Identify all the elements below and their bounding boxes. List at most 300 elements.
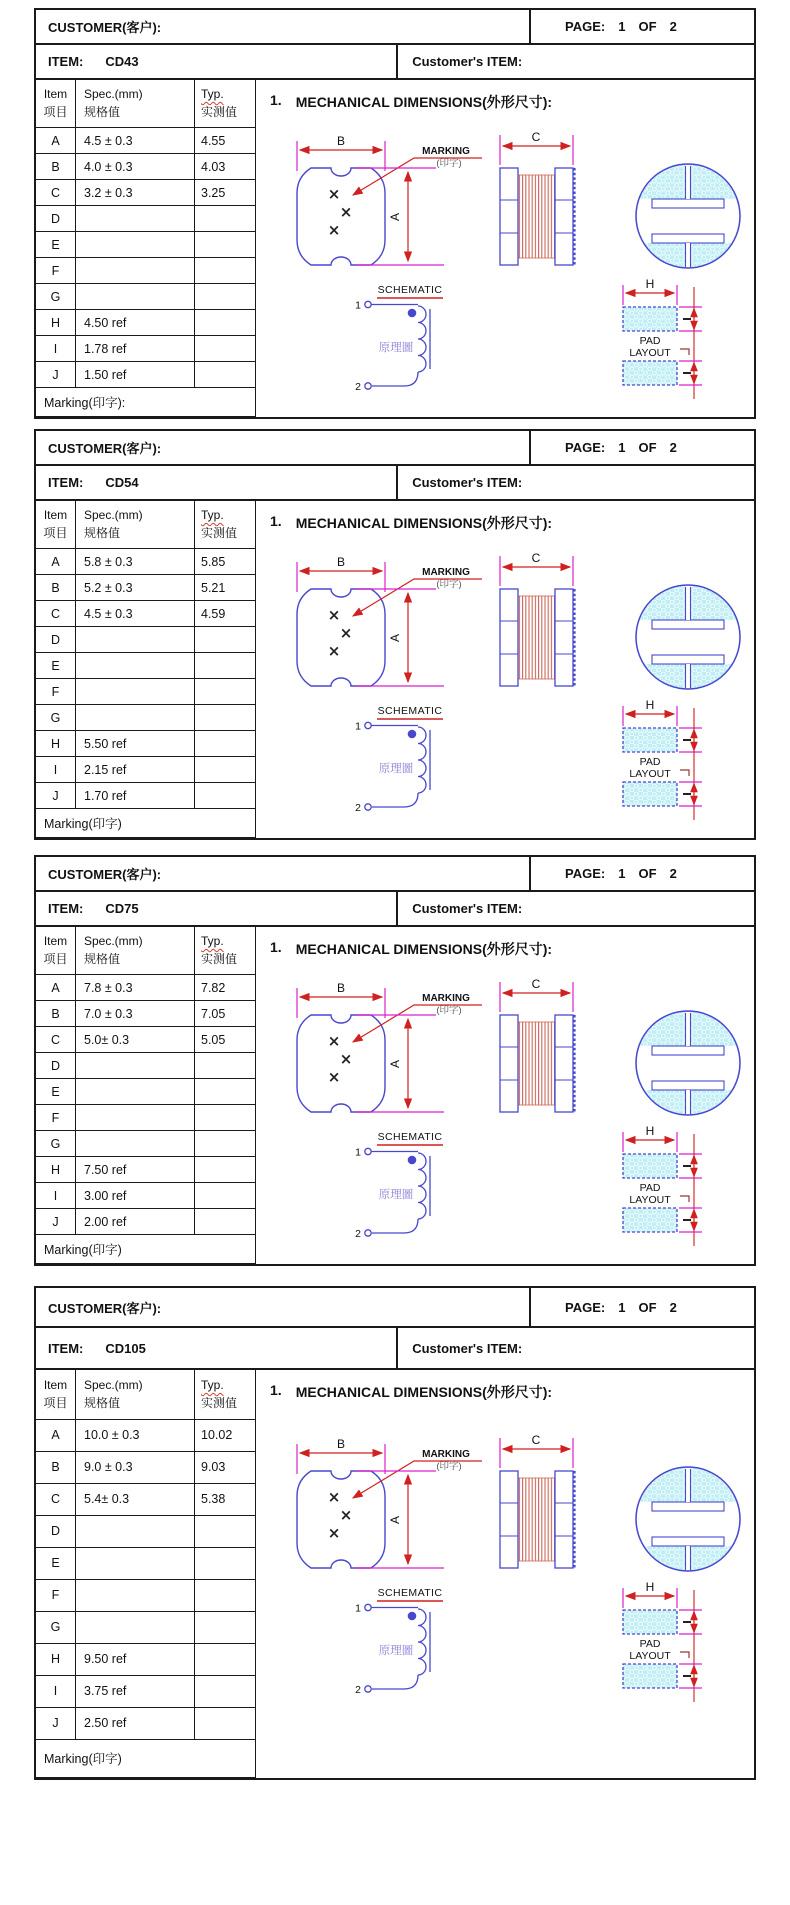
pad-1	[623, 728, 677, 752]
dimension-h-label: H	[645, 1124, 655, 1138]
schematic-drawing	[355, 1587, 443, 1696]
pad-1	[623, 1610, 677, 1634]
cell-typ	[195, 206, 255, 231]
table-row	[36, 575, 255, 601]
side-view-drawing	[500, 551, 575, 686]
table-row	[36, 1079, 255, 1105]
coil-winding	[518, 175, 555, 258]
cell-typ	[195, 757, 255, 782]
marking-callout-label: MARKING	[422, 146, 470, 157]
table-row	[36, 679, 255, 705]
customers-item-cell	[398, 45, 754, 78]
cell-typ	[195, 1580, 255, 1611]
table-row	[36, 1676, 255, 1708]
schematic-cn-label: 原理圖	[378, 1645, 414, 1657]
cell-spec: 5.0± 0.3	[76, 1027, 195, 1052]
cell-item: E	[36, 1079, 76, 1104]
marking-x-glyph: ×	[327, 1032, 341, 1050]
pad-layout-drawing	[623, 698, 702, 820]
pin1-label: 1	[355, 1146, 361, 1159]
customers-item-label: Customer's ITEM:	[412, 475, 523, 490]
customers-item-label: Customer's ITEM:	[412, 901, 523, 916]
page-of-label: OF	[638, 440, 657, 455]
item-label: ITEM:	[48, 901, 84, 916]
table-row	[36, 258, 255, 284]
header-item-cn: 项目	[43, 105, 68, 119]
cell-item: B	[36, 1001, 76, 1026]
table-row	[36, 1420, 255, 1452]
pad-slot	[652, 234, 724, 243]
inductor-coil	[418, 1609, 426, 1675]
pin2-label: 2	[355, 381, 361, 393]
pad-layout-pointer	[680, 349, 689, 355]
table-row	[36, 180, 255, 206]
drawing-title	[256, 501, 754, 533]
cell-typ: 5.05	[201, 1032, 226, 1047]
pad-layout-label-line2: LAYOUT	[629, 1194, 671, 1206]
header-typ-en: Typ.	[201, 87, 224, 101]
drawing-title-text: MECHANICAL DIMENSIONS(外形尺寸):	[295, 515, 553, 531]
table-row	[36, 627, 255, 653]
dimension-c-label: C	[531, 1433, 541, 1447]
cell-spec: 7.0 ± 0.3	[76, 1001, 195, 1026]
header-item-cn: 项目	[43, 526, 68, 540]
pin2-terminal	[365, 804, 371, 810]
spec-table-header	[36, 501, 255, 549]
pad-slot	[652, 655, 724, 664]
customer-label: CUSTOMER(客户):	[48, 867, 162, 882]
drawing-title-text: MECHANICAL DIMENSIONS(外形尺寸):	[295, 94, 553, 110]
header-spec-column	[76, 927, 195, 974]
cell-spec: 3.75 ref	[76, 1676, 195, 1707]
header-item-en: Item	[43, 508, 68, 522]
spec-table	[36, 501, 256, 838]
cell-typ	[195, 232, 255, 257]
mechanical-drawing	[256, 962, 753, 1254]
page-total: 2	[669, 19, 677, 34]
cell-typ	[195, 705, 255, 730]
page-cell	[531, 10, 754, 43]
pin1-terminal	[365, 1604, 371, 1610]
cell-typ	[195, 653, 255, 678]
table-row	[36, 601, 255, 627]
marking-callout-cn: (印字)	[436, 1461, 462, 1472]
header-typ-en: Typ.	[201, 934, 224, 948]
cell-spec	[76, 232, 195, 257]
top-view-drawing	[297, 134, 482, 265]
item-row	[36, 1328, 754, 1370]
customers-item-cell	[398, 1328, 754, 1368]
polarity-dot	[408, 1156, 417, 1165]
cell-item: D	[36, 1053, 76, 1078]
spec-table-rows	[36, 975, 255, 1235]
pad-1	[623, 1154, 677, 1178]
cell-typ: 5.38	[201, 1492, 226, 1507]
drawing-area	[256, 1370, 754, 1778]
cell-item: I	[36, 757, 76, 782]
marking-label: Marking(印字)	[44, 1243, 122, 1257]
page-total: 2	[669, 440, 677, 455]
cell-typ	[195, 1157, 255, 1182]
schematic-drawing	[355, 1131, 443, 1240]
pin2-label: 2	[355, 802, 361, 814]
schematic-drawing	[355, 705, 443, 814]
pin1-terminal	[365, 301, 371, 307]
item-label: ITEM:	[48, 475, 84, 490]
header-spec-cn: 规格值	[84, 1395, 121, 1410]
polarity-dot	[408, 730, 417, 739]
cell-item: J	[36, 783, 76, 808]
spec-sheet-section	[34, 1286, 756, 1780]
table-row	[36, 206, 255, 232]
header-item-en: Item	[43, 87, 68, 101]
cell-item: B	[36, 1452, 76, 1483]
side-view-drawing	[500, 1433, 575, 1568]
inductor-coil	[418, 306, 426, 372]
drawing-title-number: 1.	[270, 92, 282, 108]
page-number: 1	[618, 866, 626, 881]
cell-item: D	[36, 1516, 76, 1547]
marking-label: Marking(印字):	[44, 396, 126, 410]
cell-item: C	[36, 1484, 76, 1515]
marking-callout-label: MARKING	[422, 567, 470, 578]
cell-item: J	[36, 362, 76, 387]
marking-x-glyph: ×	[327, 1488, 341, 1506]
bottom-view-drawing	[632, 164, 744, 268]
drawing-area	[256, 501, 754, 838]
cell-typ	[195, 1209, 255, 1234]
cell-item: A	[36, 128, 76, 153]
drawing-title-text: MECHANICAL DIMENSIONS(外形尺寸):	[295, 1384, 553, 1400]
pin1-terminal	[365, 1148, 371, 1154]
customer-row	[36, 10, 754, 45]
cell-typ	[195, 1053, 255, 1078]
marking-x-glyph: ×	[327, 185, 341, 203]
cell-item: E	[36, 232, 76, 257]
dimension-b-label: B	[336, 555, 346, 569]
schematic-label: SCHEMATIC	[377, 284, 443, 296]
customer-cell	[36, 431, 531, 464]
dimension-a-label: A	[388, 633, 402, 643]
cell-typ: 5.85	[201, 554, 226, 569]
header-spec-en: Spec.(mm)	[84, 87, 143, 101]
pin1-label: 1	[355, 1602, 361, 1615]
item-cell	[36, 45, 398, 78]
table-row	[36, 232, 255, 258]
pad-layout-label-line1: PAD	[639, 1638, 661, 1650]
table-row	[36, 1001, 255, 1027]
header-item-en: Item	[43, 934, 68, 948]
table-row	[36, 310, 255, 336]
mechanical-drawing	[256, 115, 753, 407]
mechanical-drawing	[256, 536, 753, 828]
cell-spec: 4.0 ± 0.3	[76, 154, 195, 179]
dimension-h-label: H	[645, 698, 655, 712]
cell-item: F	[36, 679, 76, 704]
cell-spec: 1.50 ref	[76, 362, 195, 387]
item-value: CD54	[105, 475, 139, 490]
header-typ-column	[195, 927, 255, 974]
page-number: 1	[618, 1299, 626, 1315]
drawing-area	[256, 80, 754, 417]
table-row	[36, 1131, 255, 1157]
cell-item: F	[36, 1580, 76, 1611]
marking-callout-label: MARKING	[422, 993, 470, 1004]
cell-item: A	[36, 1420, 76, 1451]
marking-x-glyph: ×	[327, 1068, 341, 1086]
drawing-title-number: 1.	[270, 513, 282, 529]
schematic-drawing	[355, 284, 443, 393]
spec-sheet-section	[34, 8, 756, 419]
marking-x-glyph: ×	[327, 642, 341, 660]
spec-sheet-section	[34, 855, 756, 1266]
item-cell	[36, 892, 398, 925]
header-spec-cn: 规格值	[84, 952, 121, 966]
cell-item: G	[36, 1612, 76, 1643]
cell-spec	[76, 1580, 195, 1611]
marking-label: Marking(印字)	[44, 1752, 122, 1767]
table-row	[36, 975, 255, 1001]
pad-layout-label-line1: PAD	[639, 335, 661, 347]
marking-x-glyph: ×	[327, 1524, 341, 1542]
cell-typ	[195, 1708, 255, 1739]
pad-1	[623, 307, 677, 331]
cell-spec	[76, 627, 195, 652]
dimension-c-label: C	[531, 551, 541, 565]
pad-slot	[652, 1537, 724, 1546]
marking-x-glyph: ×	[339, 1050, 353, 1068]
header-spec-column	[76, 501, 195, 548]
header-typ-en: Typ.	[201, 508, 224, 522]
cell-spec: 5.4± 0.3	[76, 1484, 195, 1515]
table-row	[36, 1105, 255, 1131]
cell-spec: 1.78 ref	[76, 336, 195, 361]
pad-layout-label-line2: LAYOUT	[629, 768, 671, 780]
cell-spec	[76, 1548, 195, 1579]
item-cell	[36, 1328, 398, 1368]
cell-item: A	[36, 549, 76, 574]
drawing-title-number: 1.	[270, 1382, 282, 1398]
cell-typ	[195, 310, 255, 335]
table-row	[36, 284, 255, 310]
pad-layout-label-line1: PAD	[639, 1182, 661, 1194]
top-view-drawing	[297, 555, 482, 686]
table-row	[36, 1548, 255, 1580]
header-typ-cn: 实测值	[201, 952, 238, 966]
header-typ-cn: 实测值	[201, 105, 238, 119]
cell-spec: 5.8 ± 0.3	[76, 549, 195, 574]
item-row	[36, 45, 754, 80]
cell-typ	[195, 1183, 255, 1208]
header-item-column	[36, 927, 76, 974]
pad-slot	[652, 199, 724, 208]
spec-table	[36, 1370, 256, 1778]
page-cell	[531, 857, 754, 890]
cell-item: H	[36, 731, 76, 756]
marking-row	[36, 809, 255, 838]
header-spec-cn: 规格值	[84, 105, 121, 119]
cell-item: G	[36, 705, 76, 730]
customer-label: CUSTOMER(客户):	[48, 20, 162, 35]
pad-2	[623, 361, 677, 385]
customers-item-cell	[398, 466, 754, 499]
dimension-h-label: H	[645, 277, 655, 291]
dimension-b-label: B	[336, 981, 346, 995]
marking-row	[36, 1740, 255, 1778]
cell-spec	[76, 1516, 195, 1547]
customer-row	[36, 431, 754, 466]
cell-item: B	[36, 154, 76, 179]
cell-item: C	[36, 1027, 76, 1052]
section-body	[36, 927, 754, 1264]
page-total: 2	[669, 1299, 677, 1315]
header-spec-en: Spec.(mm)	[84, 1377, 143, 1392]
header-item-cn: 项目	[43, 1395, 68, 1410]
datasheet-page	[0, 8, 790, 1780]
table-row	[36, 1580, 255, 1612]
cell-spec	[76, 258, 195, 283]
drawing-area	[256, 927, 754, 1264]
cell-item: J	[36, 1209, 76, 1234]
pin2-terminal	[365, 1686, 371, 1692]
table-row	[36, 1644, 255, 1676]
cell-typ: 4.55	[201, 133, 226, 148]
table-row	[36, 128, 255, 154]
cell-spec: 9.0 ± 0.3	[76, 1452, 195, 1483]
customers-item-label: Customer's ITEM:	[412, 1340, 523, 1356]
page-label: PAGE:	[565, 19, 606, 34]
dimension-b-label: B	[336, 1437, 346, 1451]
item-cell	[36, 466, 398, 499]
pin2-terminal	[365, 383, 371, 389]
pad-layout-drawing	[623, 1124, 702, 1246]
coil-winding	[518, 596, 555, 679]
marking-callout-cn: (印字)	[436, 579, 462, 590]
cell-spec	[76, 1105, 195, 1130]
page-of-label: OF	[638, 1299, 657, 1315]
table-row	[36, 731, 255, 757]
coil-winding	[518, 1478, 555, 1561]
schematic-label: SCHEMATIC	[377, 1587, 443, 1599]
cell-typ: 3.25	[201, 185, 226, 200]
pin2-label: 2	[355, 1684, 361, 1696]
dimension-b-label: B	[336, 134, 346, 148]
cell-typ	[195, 362, 255, 387]
cell-typ	[195, 1644, 255, 1675]
header-typ-cn: 实测值	[201, 526, 238, 540]
drawing-title-number: 1.	[270, 939, 282, 955]
mechanical-drawing	[256, 1418, 753, 1710]
cell-item: H	[36, 1644, 76, 1675]
schematic-label: SCHEMATIC	[377, 1131, 443, 1143]
table-row	[36, 1612, 255, 1644]
marking-callout-cn: (印字)	[436, 158, 462, 169]
customer-cell	[36, 10, 531, 43]
table-row	[36, 1027, 255, 1053]
pad-slot	[652, 1046, 724, 1055]
header-item-column	[36, 80, 76, 127]
spec-table-header	[36, 927, 255, 975]
cell-item: I	[36, 1183, 76, 1208]
spec-table	[36, 927, 256, 1264]
cell-typ: 10.02	[201, 1428, 233, 1443]
polarity-dot	[408, 1612, 417, 1621]
side-view-drawing	[500, 977, 575, 1112]
cell-item: E	[36, 1548, 76, 1579]
pad-layout-pointer	[680, 770, 689, 776]
pad-layout-drawing	[623, 277, 702, 399]
cell-item: A	[36, 975, 76, 1000]
coil-winding	[518, 1022, 555, 1105]
page-number: 1	[618, 440, 626, 455]
cell-item: H	[36, 1157, 76, 1182]
section-body	[36, 1370, 754, 1778]
spec-table	[36, 80, 256, 417]
cell-spec	[76, 1079, 195, 1104]
cell-typ: 4.59	[201, 606, 226, 621]
header-spec-column	[76, 1370, 195, 1419]
pad-layout-label-line2: LAYOUT	[629, 1650, 671, 1662]
cell-item: C	[36, 180, 76, 205]
cell-typ	[195, 1548, 255, 1579]
marking-callout-cn: (印字)	[436, 1005, 462, 1016]
page-label: PAGE:	[565, 866, 606, 881]
cell-spec	[76, 1131, 195, 1156]
customer-row	[36, 1288, 754, 1328]
cell-item: E	[36, 653, 76, 678]
spec-table-rows	[36, 549, 255, 809]
pad-slot	[652, 1502, 724, 1511]
spec-table-header	[36, 1370, 255, 1420]
spec-table-rows	[36, 128, 255, 388]
customer-label: CUSTOMER(客户):	[48, 441, 162, 456]
marking-x-glyph: ×	[339, 203, 353, 221]
cell-item: J	[36, 1708, 76, 1739]
pad-2	[623, 782, 677, 806]
cell-typ	[195, 679, 255, 704]
dimension-c-label: C	[531, 130, 541, 144]
header-item-cn: 项目	[43, 952, 68, 966]
cell-item: F	[36, 1105, 76, 1130]
page-cell	[531, 1288, 754, 1326]
pin1-terminal	[365, 722, 371, 728]
customers-item-label: Customer's ITEM:	[412, 54, 523, 69]
cell-typ	[195, 1612, 255, 1643]
cell-spec	[76, 679, 195, 704]
cell-item: B	[36, 575, 76, 600]
table-row	[36, 1157, 255, 1183]
cell-item: I	[36, 1676, 76, 1707]
cell-typ	[195, 1516, 255, 1547]
top-view-drawing	[297, 1437, 482, 1568]
side-view-drawing	[500, 130, 575, 265]
table-row	[36, 154, 255, 180]
cell-typ	[195, 1105, 255, 1130]
item-label: ITEM:	[48, 1340, 84, 1356]
cell-spec: 4.5 ± 0.3	[76, 601, 195, 626]
table-row	[36, 705, 255, 731]
marking-row	[36, 388, 255, 417]
pin1-label: 1	[355, 299, 361, 312]
pad-2	[623, 1664, 677, 1688]
marking-row	[36, 1235, 255, 1264]
cell-item: G	[36, 1131, 76, 1156]
cell-spec: 3.00 ref	[76, 1183, 195, 1208]
page-total: 2	[669, 866, 677, 881]
section-body	[36, 501, 754, 838]
cell-spec: 9.50 ref	[76, 1644, 195, 1675]
pad-slot	[652, 620, 724, 629]
